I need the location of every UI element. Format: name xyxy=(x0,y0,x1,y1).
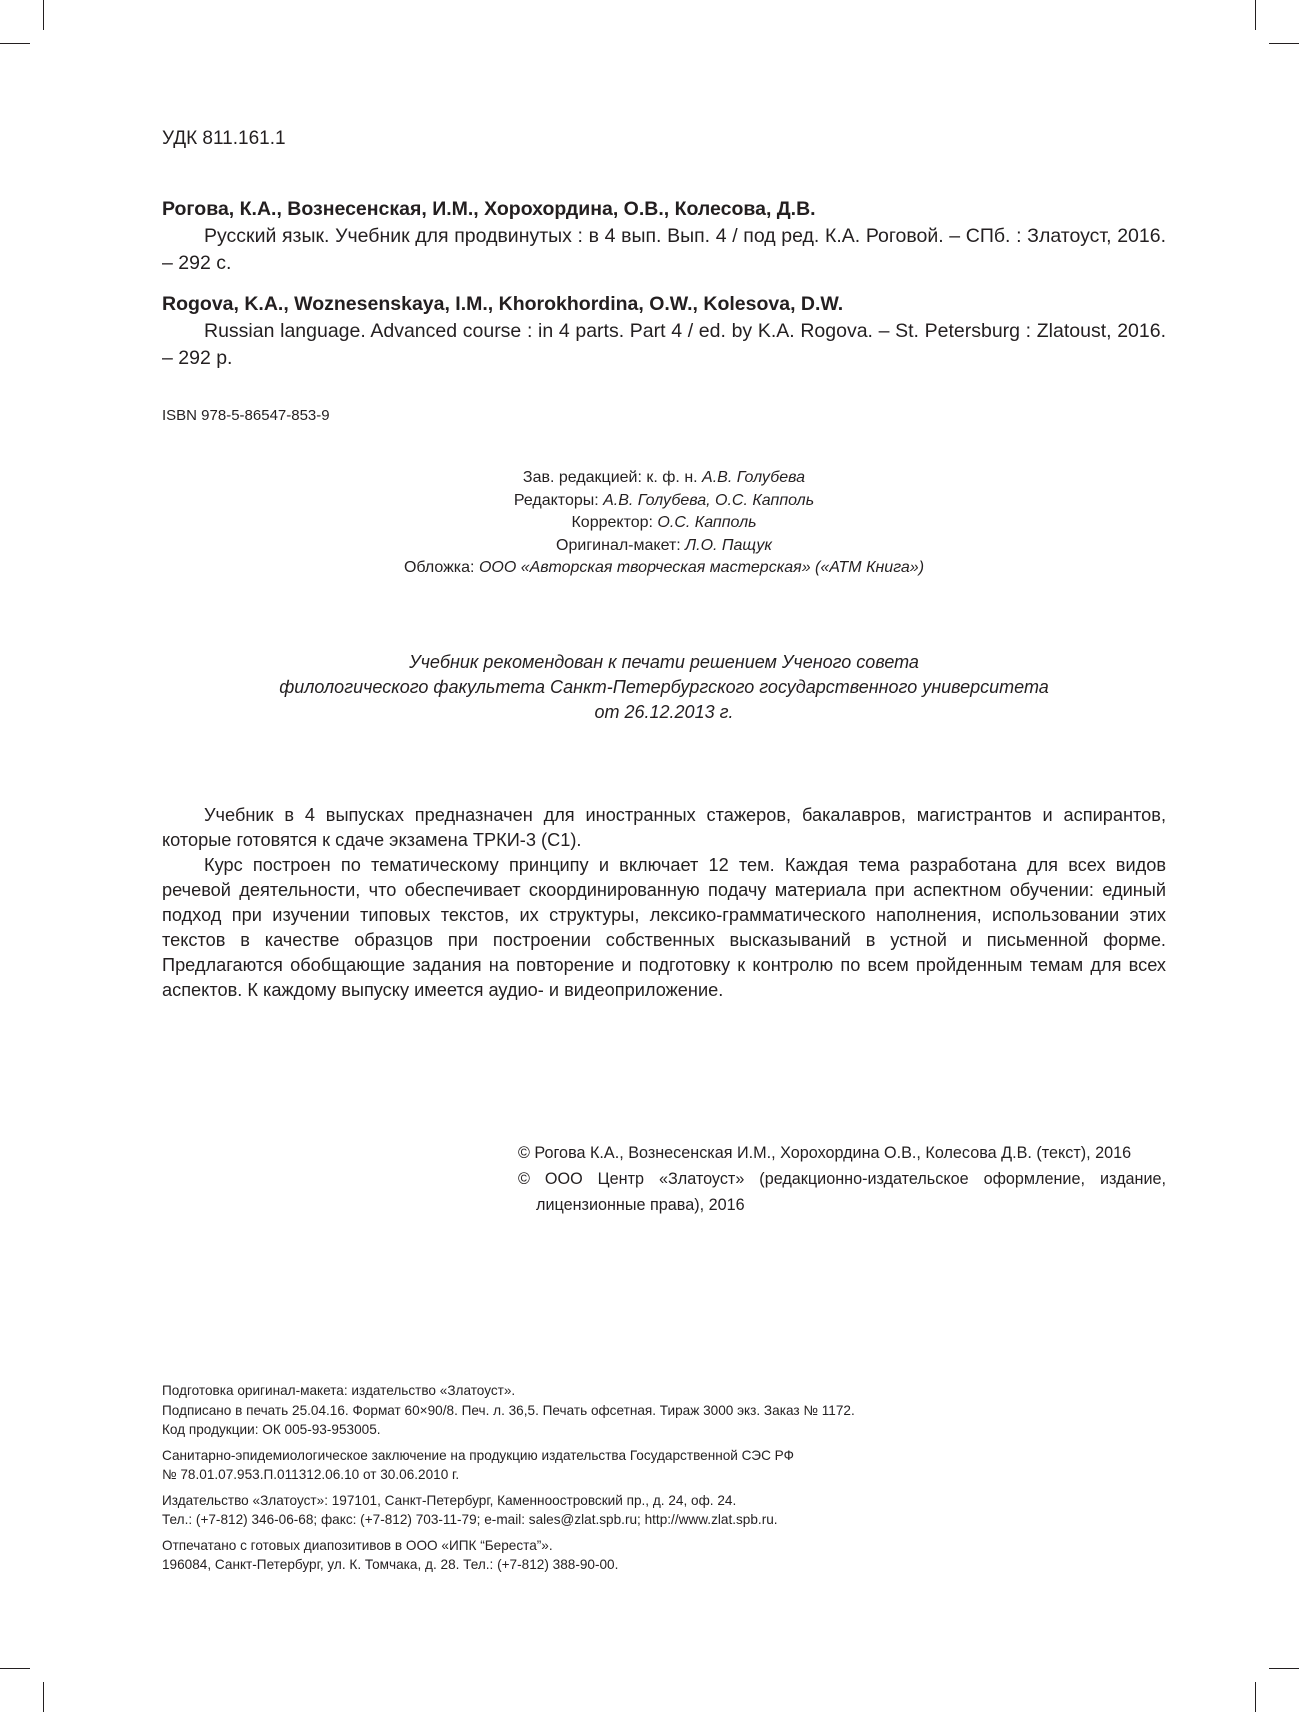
credit-name: ООО «Авторская творческая мастерская» («АТМ Книга») xyxy=(478,559,925,576)
isbn: ISBN 978-5-86547-853-9 xyxy=(162,407,330,424)
credit-label: Корректор: xyxy=(571,514,658,531)
crop-mark-bottom-left-horizontal xyxy=(0,1668,30,1669)
crop-mark-bottom-right-horizontal xyxy=(1269,1668,1299,1669)
crop-mark-bottom-right-vertical xyxy=(1255,1682,1256,1712)
imprint-line: Тел.: (+7-812) 346-06-68; факс: (+7-812) 703-11-79; e-mail: sales@zlat.spb.ru; http://www.zlat.spb.ru. xyxy=(162,1512,778,1527)
udk-code: УДК 811.161.1 xyxy=(162,128,286,149)
imprint-line: Отпечатано с готовых диапозитивов в ООО «ИПК “Береста”». xyxy=(162,1537,553,1553)
credit-line xyxy=(162,467,1166,490)
authors-ru: Рогова, К.А., Вознесенская, И.М., Хорохордина, О.В., Колесова, Д.В. xyxy=(162,198,816,220)
copyright-block xyxy=(518,1140,1166,1218)
description-en: Russian language. Advanced course : in 4 parts. Part 4 / ed. by K.A. Rogova. – St. Petersburg : Zlatoust, 2016. – 292 p. xyxy=(162,320,1166,369)
imprint-block xyxy=(162,1381,1166,1581)
crop-mark-top-left-horizontal xyxy=(0,43,30,44)
crop-mark-top-right-horizontal xyxy=(1269,43,1299,44)
description-ru: Русский язык. Учебник для продвинутых : в 4 вып. Вып. 4 / под ред. К.А. Роговой. – СПб. : Златоуст, 2016. – 292 с. xyxy=(162,225,1166,274)
recommendation-note xyxy=(162,650,1166,725)
imprint-line: Подписано в печать 25.04.16. Формат 60×90/8. Печ. л. 36,5. Печать офсетная. Тираж 3000 экз. Заказ № 1172. xyxy=(162,1402,855,1418)
bibliographic-record-ru xyxy=(162,196,1166,277)
imprint-line: Код продукции: ОК 005-93-953005. xyxy=(162,1422,381,1437)
copyright-line: © ООО Центр «Златоуст» (редакционно-издательское оформление, издание, лицензионные права), 2016 xyxy=(518,1170,1166,1214)
imprint-line: № 78.01.07.953.П.011312.06.10 от 30.06.2010 г. xyxy=(162,1467,460,1482)
recommendation-line: от 26.12.2013 г. xyxy=(594,702,734,722)
recommendation-line: филологического факультета Санкт-Петербургского государственного университета xyxy=(279,677,1049,697)
credit-line xyxy=(162,535,1166,558)
imprint-line: 196084, Санкт-Петербург, ул. К. Томчака, д. 28. Тел.: (+7-812) 388-90-00. xyxy=(162,1557,619,1572)
credit-name: А.В. Голубева, О.С. Капполь xyxy=(603,491,815,509)
credit-label: Оригинал-макет: xyxy=(556,536,686,554)
credits-block xyxy=(162,467,1166,580)
imprint-group xyxy=(162,1536,1166,1575)
credit-name: О.С. Капполь xyxy=(657,514,757,531)
recommendation-line: Учебник рекомендован к печати решением Ученого совета xyxy=(409,652,919,672)
credit-name: Л.О. Пащук xyxy=(685,536,772,554)
credit-line xyxy=(162,512,1166,535)
credit-line xyxy=(162,557,1166,580)
imprint-line: Издательство «Златоуст»: 197101, Санкт-Петербург, Каменноостровский пр., д. 24, оф. 24. xyxy=(162,1492,737,1508)
crop-mark-top-left-vertical xyxy=(43,0,44,30)
crop-mark-bottom-left-vertical xyxy=(43,1682,44,1712)
authors-en: Rogova, K.A., Woznesenskaya, I.M., Khorokhordina, O.W., Kolesova, D.W. xyxy=(162,293,844,315)
credit-line xyxy=(162,490,1166,513)
abstract-paragraph: Курс построен по тематическому принципу и включает 12 тем. Каждая тема разработана для всех видов речевой деятельности, что обеспечивает скоординированную подачу материала при аспектном обучении: единый подход при изучении типовых текстов, их структуры, лексико-грамматического наполнения, использовании этих текстов в качестве образцов при построении собственных высказываний в устной и письменной форме. Предлагаются обобщающие задания на повторение и подготовку к контролю по всем пройденным темам для всех аспектов. К каждому выпуску имеется аудио- и видеоприложение. xyxy=(162,855,1166,1000)
credit-name: А.В. Голубева xyxy=(702,469,806,486)
imprint-group xyxy=(162,1446,1166,1485)
imprint-line: Подготовка оригинал-макета: издательство «Златоуст». xyxy=(162,1383,516,1398)
imprint-group xyxy=(162,1491,1166,1530)
bibliographic-record-en xyxy=(162,291,1166,372)
abstract-paragraph: Учебник в 4 выпусках предназначен для иностранных стажеров, бакалавров, магистрантов и аспирантов, которые готовятся к сдаче экзамена ТРКИ-3 (С1). xyxy=(162,805,1166,850)
imprint-line: Санитарно-эпидемиологическое заключение на продукцию издательства Государственной СЭС РФ xyxy=(162,1447,794,1463)
copyright-line: © Рогова К.А., Вознесенская И.М., Хорохордина О.В., Колесова Д.В. (текст), 2016 xyxy=(518,1144,1132,1162)
abstract xyxy=(162,803,1166,1003)
credit-label: Обложка: xyxy=(403,559,479,576)
imprint-group xyxy=(162,1381,1166,1440)
credit-label: Зав. редакцией: к. ф. н. xyxy=(522,469,703,486)
credit-label: Редакторы: xyxy=(513,491,604,509)
crop-mark-top-right-vertical xyxy=(1255,0,1256,30)
